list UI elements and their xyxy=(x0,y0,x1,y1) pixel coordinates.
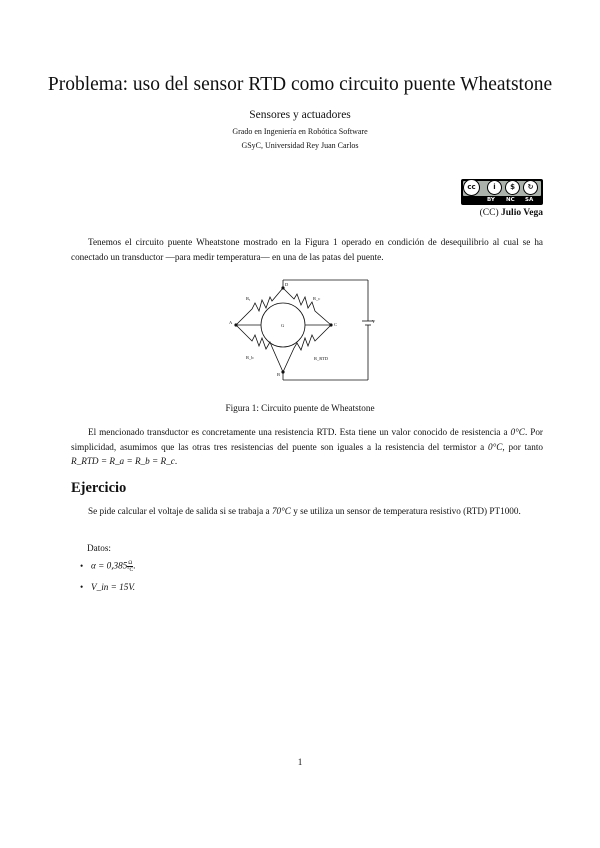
alpha-units-denominator: °C xyxy=(127,567,134,573)
data-label: Datos: xyxy=(87,543,111,553)
description-part-3: , por tanto xyxy=(502,441,544,452)
resistor-rrtd xyxy=(283,325,331,372)
badge-by-label: BY xyxy=(487,197,495,203)
exercise-paragraph xyxy=(71,504,543,519)
input-voltage: V_in = 15V. xyxy=(91,582,136,592)
resistance-equation: R_RTD = R_a = R_b = R_c xyxy=(71,456,175,466)
temp-zero-2: 0°C xyxy=(488,441,503,452)
badge-sa-label: SA xyxy=(525,197,534,203)
label-rb: R_b xyxy=(246,355,254,360)
label-node-a: A xyxy=(229,320,233,325)
description-part-2: . Por simplicidad, asumimos que las otras tres resistencias del puente son iguales a la resistencia del termistor a xyxy=(71,427,543,452)
degree-name: Grado en Ingeniería en Robótica Software xyxy=(232,127,368,136)
figure-caption: Figura 1: Circuito puente de Wheatstone xyxy=(225,403,375,413)
section-heading-ejercicio: Ejercicio xyxy=(71,480,127,496)
wheatstone-bridge-figure xyxy=(228,276,378,382)
label-rrtd: R_RTD xyxy=(314,356,328,361)
sharealike-icon: ↻ xyxy=(523,180,538,195)
intro-paragraph: Tenemos el circuito puente Wheatstone mostrado en la Figura 1 operado en condición de desequilibrio al cual se ha conectado un transductor —para medir temperatura— en una de las patas del puente. xyxy=(71,237,543,262)
label-source: V xyxy=(372,319,376,324)
label-node-b: B xyxy=(277,372,281,377)
label-ra: Rₐ xyxy=(246,296,251,301)
exercise-part-1: Se pide calcular el voltaje de salida si se trabaja a xyxy=(88,506,272,516)
label-node-c: C xyxy=(334,322,338,327)
working-temperature: 70°C xyxy=(271,506,291,516)
node-a-dot xyxy=(234,323,237,326)
node-b-dot xyxy=(281,370,284,373)
list-item xyxy=(80,582,135,592)
credit-prefix: (CC) xyxy=(479,208,499,218)
temp-zero-1: 0°C xyxy=(510,427,525,437)
university-name: GSyC, Universidad Rey Juan Carlos xyxy=(241,141,359,150)
bullet-icon: • xyxy=(80,582,84,592)
page-number: 1 xyxy=(297,757,303,767)
node-c-dot xyxy=(329,323,332,326)
resistor-rb xyxy=(236,325,283,372)
resistor-rc xyxy=(283,288,331,325)
label-node-d: D xyxy=(285,282,289,287)
description-part-1: El mencionado transductor es concretamente una resistencia RTD. Esta tiene un valor conocido de resistencia a xyxy=(88,427,511,437)
label-rc: R_c xyxy=(313,296,321,301)
cc-icon: cc xyxy=(463,179,480,196)
course-name: Sensores y actuadores xyxy=(249,109,351,121)
exercise-part-2: y se utiliza un sensor de temperatura resistivo (RTD) PT1000. xyxy=(290,506,521,516)
creative-commons-badge xyxy=(461,179,543,205)
badge-nc-label: NC xyxy=(506,197,515,203)
description-paragraph xyxy=(71,425,543,469)
noncommercial-icon: $ xyxy=(505,180,520,195)
license-credit xyxy=(480,208,543,218)
alpha-units-numerator: Ω xyxy=(128,560,133,566)
author-name: Julio Vega xyxy=(501,208,543,218)
alpha-units xyxy=(127,560,133,573)
label-meter: G xyxy=(281,323,285,328)
list-item: • α = 0,385 $\frac{\Omega}{^\circ C}$ . xyxy=(80,560,136,573)
document-title: Problema: uso del sensor RTD como circuito puente Wheatstone xyxy=(47,74,553,95)
description-part-4: . xyxy=(174,456,178,466)
bullet-icon: • xyxy=(80,560,84,571)
attribution-icon: i xyxy=(487,180,502,195)
resistor-ra xyxy=(236,288,283,325)
alpha-value: α = 0,385 xyxy=(91,560,128,571)
